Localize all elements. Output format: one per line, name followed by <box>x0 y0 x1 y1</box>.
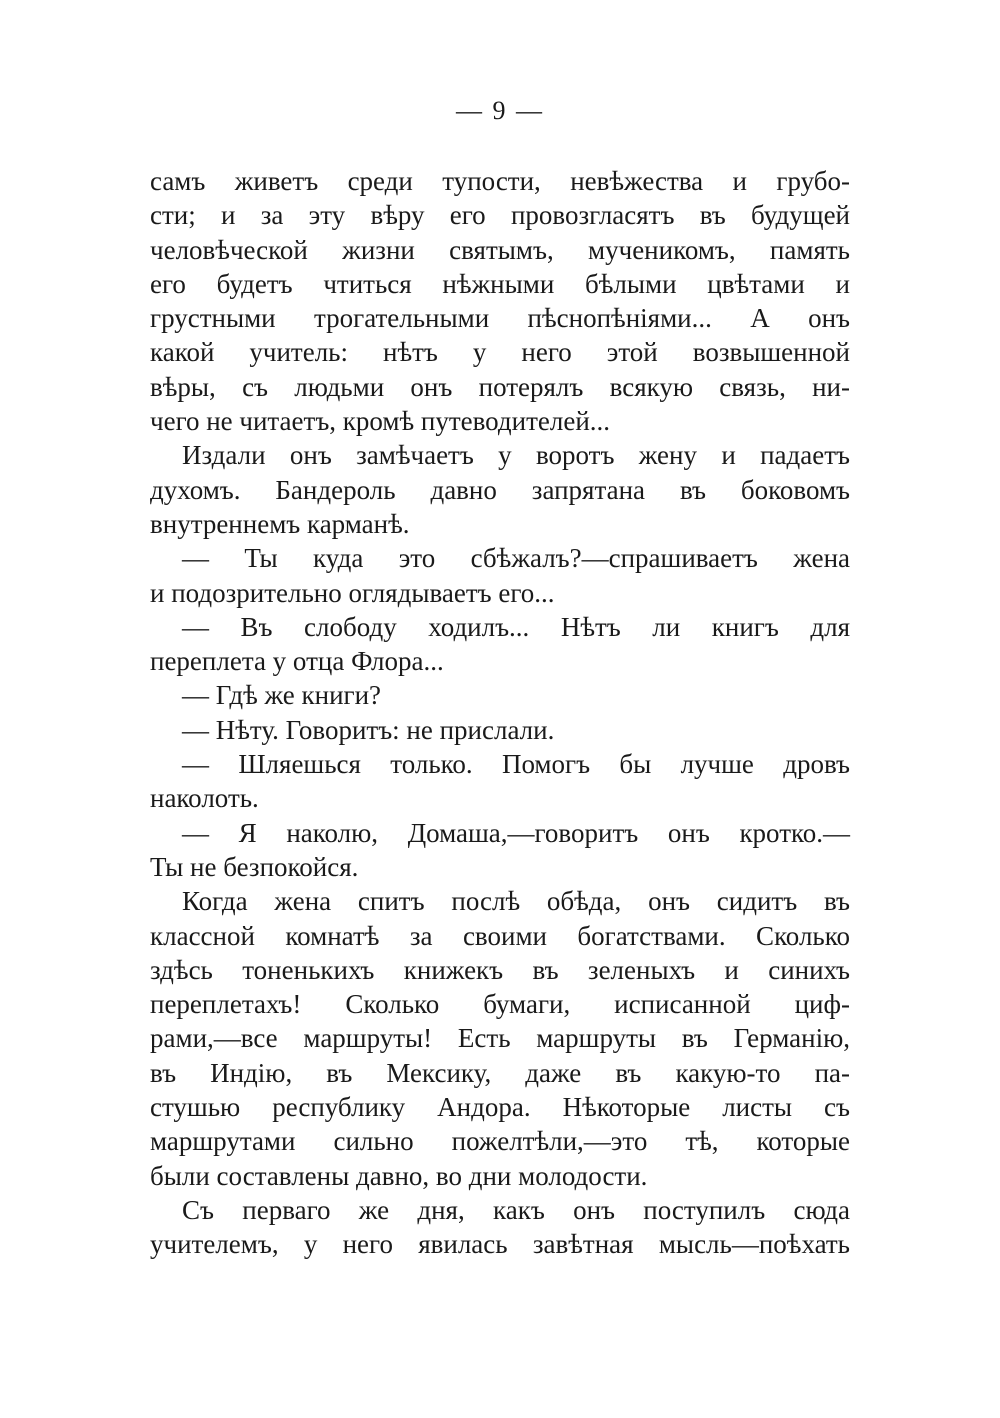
text-line: переплетахъ! Сколько бумаги, исписанной циф- <box>150 989 850 1020</box>
text-line: маршрутами сильно пожелтѣли,—это тѣ, которые <box>150 1126 850 1157</box>
text-line: сти; и за эту вѣру его провозгласятъ въ будущей <box>150 200 850 231</box>
text-line: вѣры, съ людьми онъ потерялъ всякую связь, ни- <box>150 371 850 402</box>
text-line: были составлены давно, во дни молодости. <box>150 1160 648 1191</box>
text-line: грустными трогательными пѣснопѣніями... А онъ <box>150 303 850 334</box>
text-line: классной комнатѣ за своими богатствами. Сколько <box>150 920 850 951</box>
text-line: — Въ слободу ходилъ... Нѣтъ ли книгъ для <box>182 611 850 642</box>
text-line: духомъ. Бандероль давно запрятана въ боковомъ <box>150 474 850 505</box>
text-line: и подозрительно оглядываетъ его... <box>150 577 555 608</box>
text-line: чего не читаетъ, кромѣ путеводителей... <box>150 406 611 437</box>
text-line: стушью республику Андора. Нѣкоторые листы съ <box>150 1092 850 1123</box>
text-line: внутреннемъ карманѣ. <box>150 508 410 539</box>
text-line: самъ живетъ среди тупости, невѣжества и грубо- <box>150 166 850 196</box>
text-line: какой учитель: нѣтъ у него этой возвышенной <box>150 337 850 368</box>
text-line: рами,—все маршруты! Есть маршруты въ Германію, <box>150 1023 850 1054</box>
text-line: Издали онъ замѣчаетъ у воротъ жену и падаетъ <box>182 440 850 471</box>
text-line: — Гдѣ же книги? <box>182 680 382 711</box>
text-line: здѣсь тоненькихъ книжекъ въ зеленыхъ и синихъ <box>150 954 850 985</box>
text-line: — Я наколю, Домаша,—говоритъ онъ кротко.— <box>182 817 850 848</box>
text-line: Ты не безпокойся. <box>150 851 359 882</box>
text-line: — Шляешься только. Помогъ бы лучше дровъ <box>182 749 850 780</box>
body-text <box>150 164 850 1262</box>
text-line: Съ перваго же дня, какъ онъ поступилъ сюда <box>182 1194 850 1225</box>
text-line: его будетъ чтиться нѣжными бѣлыми цвѣтами и <box>150 268 850 299</box>
text-line: Когда жена спитъ послѣ обѣда, онъ сидитъ въ <box>182 886 850 917</box>
text-line: въ Индію, въ Мексику, даже въ какую-то па- <box>150 1057 850 1088</box>
text-line: — Нѣту. Говоритъ: не прислали. <box>182 714 555 745</box>
text-line: человѣческой жизни святымъ, мученикомъ, память <box>150 234 850 265</box>
text-line: переплета у отца Флора... <box>150 646 444 677</box>
text-line: наколоть. <box>150 783 259 814</box>
text-line: — Ты куда это сбѣжалъ?—спрашиваетъ жена <box>182 543 850 574</box>
text-line: учителемъ, у него явилась завѣтная мысль—поѣхать <box>150 1229 850 1260</box>
page-number: — 9 — <box>456 96 544 125</box>
